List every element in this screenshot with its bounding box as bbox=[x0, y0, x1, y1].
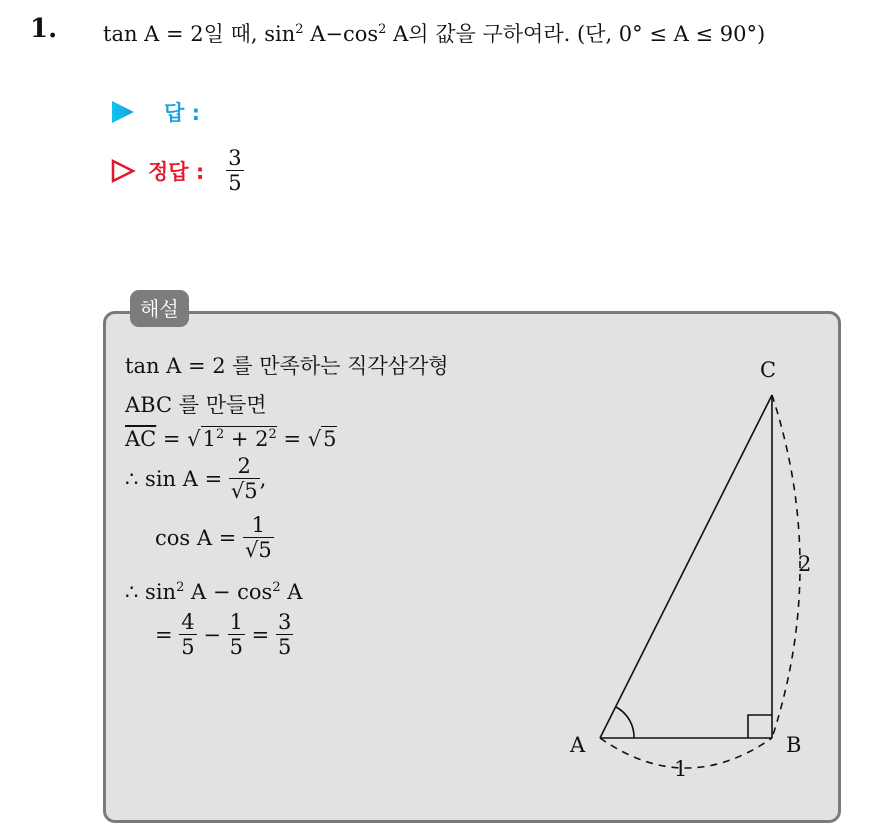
f1-num: 4 bbox=[181, 610, 195, 634]
radicand bbox=[201, 426, 277, 451]
question-text-prefix: tan A = 2일 때, sin bbox=[103, 22, 296, 46]
sin-a-prefix: ∴ sin A = bbox=[125, 466, 229, 491]
correct-answer-row bbox=[110, 147, 244, 194]
question-sup-2: 2 bbox=[378, 22, 387, 37]
solution-line-6 bbox=[125, 580, 302, 604]
segment-ac: $\overline{AC}$ bbox=[125, 427, 157, 451]
solution-line-4 bbox=[125, 455, 266, 502]
radicand-plus: + 2 bbox=[224, 427, 269, 451]
correct-answer-fraction bbox=[226, 147, 243, 194]
solution-line-2: ABC 를 만들면 bbox=[125, 393, 267, 417]
sin-a-num: 2 bbox=[237, 454, 251, 478]
sin-a-den: √5 bbox=[230, 479, 258, 504]
cos-a-den: √5 bbox=[244, 538, 272, 563]
line6-sup1: 2 bbox=[176, 580, 185, 595]
answer-label: 답 : bbox=[164, 101, 200, 125]
side-ac-line bbox=[600, 395, 772, 738]
play-triangle-icon bbox=[110, 99, 136, 125]
line6-sup2: 2 bbox=[272, 580, 281, 595]
correct-answer-label: 정답 : bbox=[148, 159, 205, 184]
correct-denominator: 5 bbox=[228, 171, 242, 196]
solution-line-1: tan A = 2 를 만족하는 직각삼각형 bbox=[125, 354, 449, 378]
radicand-end: 5 bbox=[323, 427, 337, 451]
equals-sqrt-end: = √ bbox=[276, 427, 322, 451]
f3-num: 3 bbox=[277, 610, 292, 634]
question-text-suffix: A의 값을 구하여라. (단, 0° ≤ A ≤ 90°) bbox=[386, 22, 766, 46]
cos-a-prefix: cos A = bbox=[155, 525, 243, 550]
radicand-a: 1 bbox=[202, 427, 216, 451]
side-bc-length: 2 bbox=[798, 552, 812, 576]
solution-line-3 bbox=[125, 426, 337, 451]
question-sup-1: 2 bbox=[295, 22, 304, 37]
outline-triangle-icon bbox=[110, 158, 136, 184]
fraction-4-5 bbox=[179, 611, 196, 658]
explanation-tag: 해설 bbox=[130, 290, 189, 327]
fraction-3-5 bbox=[276, 611, 293, 658]
line7-minus: − bbox=[196, 622, 228, 647]
question-text bbox=[103, 18, 765, 48]
line6-b: A − cos bbox=[184, 580, 273, 604]
sin-a-fraction bbox=[229, 455, 260, 502]
cos-a-num: 1 bbox=[251, 513, 266, 537]
f3-den: 5 bbox=[277, 635, 292, 660]
question-number: 1. bbox=[30, 14, 58, 44]
solution-line-5 bbox=[155, 514, 274, 561]
f2-num: 1 bbox=[229, 610, 243, 634]
line7-eq: = bbox=[155, 622, 180, 647]
correct-numerator: 3 bbox=[228, 146, 242, 170]
line7-eq2: = bbox=[244, 622, 276, 647]
cos-a-fraction bbox=[243, 514, 274, 561]
vertex-c-label: C bbox=[760, 358, 777, 382]
fraction-1-5 bbox=[228, 611, 245, 658]
line6-a: ∴ sin bbox=[125, 580, 177, 604]
equals-sqrt: = √ bbox=[156, 427, 201, 451]
side-bc-dashed-brace bbox=[772, 395, 800, 738]
answer-row bbox=[110, 97, 200, 127]
vertex-b-label: B bbox=[786, 733, 802, 757]
f1-den: 5 bbox=[181, 635, 195, 660]
question-text-mid: A−cos bbox=[303, 22, 379, 46]
side-ab-length: 1 bbox=[674, 757, 688, 781]
line6-c: A bbox=[280, 580, 303, 604]
radicand-sup-a: 2 bbox=[215, 427, 225, 442]
sin-a-suffix: , bbox=[259, 466, 267, 491]
solution-line-7 bbox=[155, 611, 293, 658]
radicand-sup-b: 2 bbox=[268, 427, 277, 442]
right-triangle-figure bbox=[560, 355, 820, 785]
vertex-a-label: A bbox=[570, 733, 586, 757]
angle-a-arc bbox=[616, 707, 634, 738]
right-angle-mark bbox=[748, 715, 772, 738]
f2-den: 5 bbox=[229, 635, 243, 660]
